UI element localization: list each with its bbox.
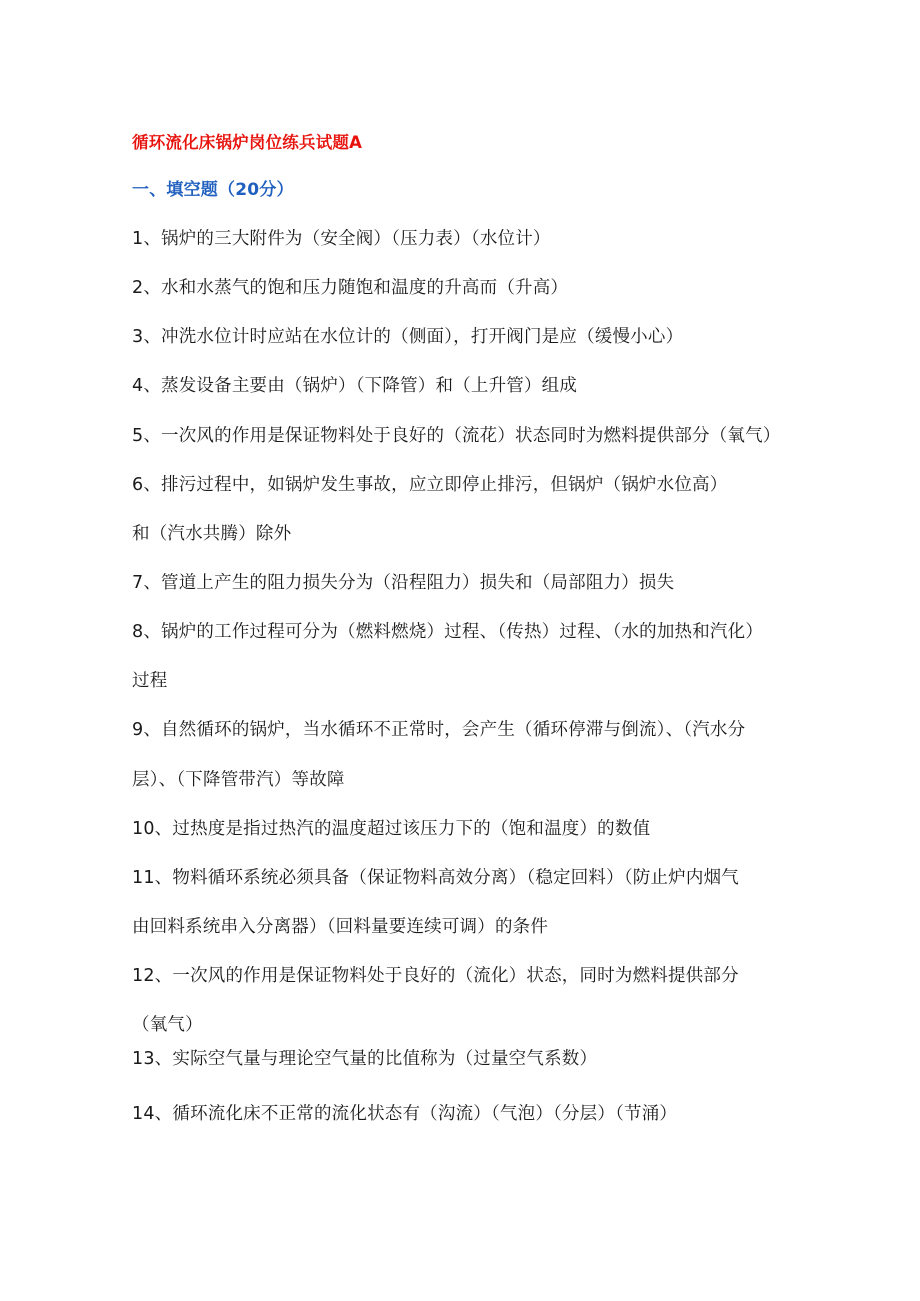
- question-line: 4、蒸发设备主要由（锅炉）（下降管）和（上升管）组成: [132, 376, 578, 396]
- question-line: 和（汽水共腾）除外: [132, 524, 292, 544]
- question-line: 7、管道上产生的阻力损失分为（沿程阻力）损失和（局部阻力）损失: [132, 573, 675, 593]
- question-line: 由回料系统串入分离器）（回料量要连续可调）的条件: [132, 917, 549, 937]
- question-line: 3、冲洗水位计时应站在水位计的（侧面），打开阀门是应（缓慢小心）: [132, 327, 684, 347]
- question-line: 9、自然循环的锅炉，当水循环不正常时，会产生（循环停滞与倒流）、（汽水分: [132, 720, 746, 740]
- question-line: 过程: [132, 671, 168, 691]
- question-line: 6、排污过程中，如锅炉发生事故，应立即停止排污，但锅炉（锅炉水位高）: [132, 475, 728, 495]
- question-line: （氧气）: [132, 1015, 203, 1035]
- question-line: 5、一次风的作用是保证物料处于良好的（流花）状态同时为燃料提供部分（氧气）: [132, 426, 781, 446]
- question-line: 10、过热度是指过热汽的温度超过该压力下的（饱和温度）的数值: [132, 819, 651, 839]
- question-line: 8、锅炉的工作过程可分为（燃料燃烧）过程、（传热）过程、（水的加热和汽化）: [132, 622, 764, 642]
- section-heading: 一、填空题（20分）: [132, 180, 294, 200]
- document-title: 循环流化床锅炉岗位练兵试题A: [132, 133, 363, 152]
- question-line: 11、物料循环系统必须具备（保证物料高效分离）（稳定回料）（防止炉内烟气: [132, 868, 739, 888]
- question-line: 层）、（下降管带汽）等故障: [132, 770, 345, 790]
- question-line: 14、循环流化床不正常的流化状态有（沟流）（气泡）（分层）（节涌）: [132, 1104, 678, 1124]
- question-line: 12、一次风的作用是保证物料处于良好的（流化）状态，同时为燃料提供部分: [132, 966, 739, 986]
- question-line: 13、实际空气量与理论空气量的比值称为（过量空气系数）: [132, 1049, 598, 1069]
- question-line: 2、水和水蒸气的饱和压力随饱和温度的升高而（升高）: [132, 278, 569, 298]
- question-line: 1、锅炉的三大附件为（安全阀）（压力表）（水位计）: [132, 229, 551, 249]
